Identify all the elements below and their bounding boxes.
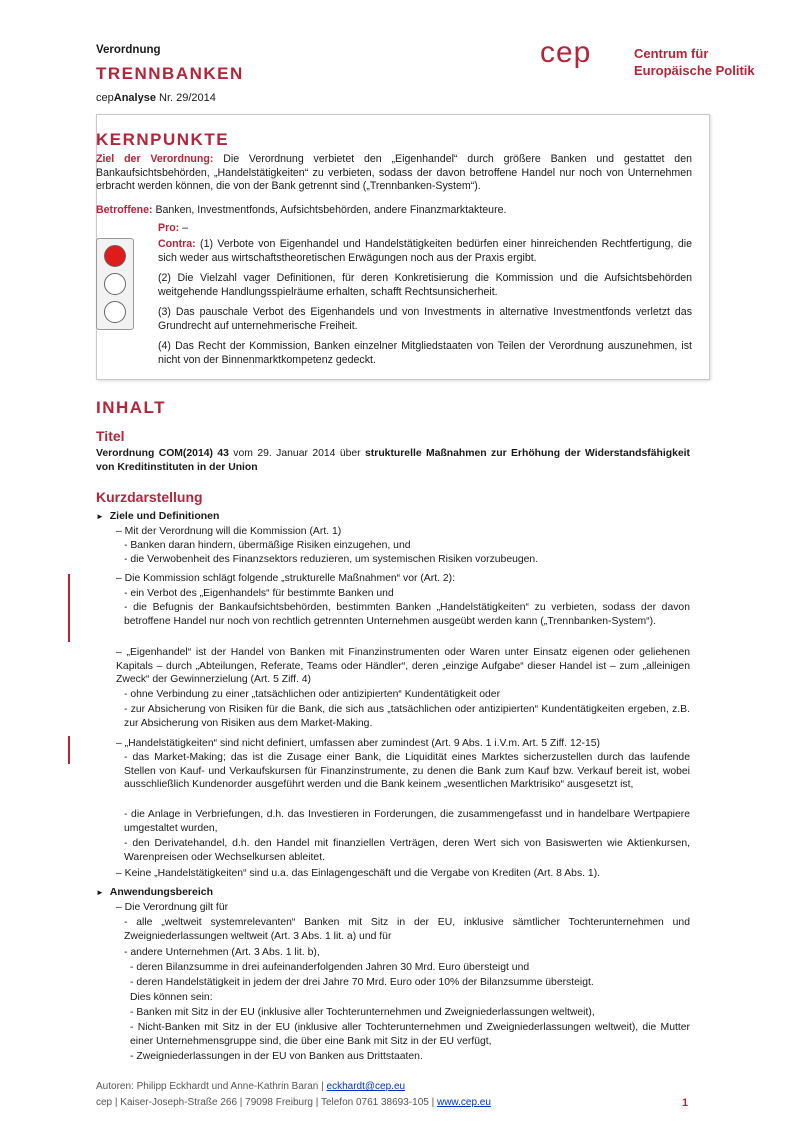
titel-bold2: strukturelle Maßnahmen zur Erhöhung der Widerstandsfähigkeit von Kreditinstituten in der Union bbox=[96, 448, 690, 473]
z2a: - ein Verbot des „Eigenhandels“ für bestimmte Banken und bbox=[124, 588, 394, 599]
org-name bbox=[634, 45, 755, 79]
footer-authors bbox=[96, 1081, 405, 1092]
pro-paragraph bbox=[158, 222, 692, 236]
a1b: - andere Unternehmen (Art. 3 Abs. 1 lit. b), bbox=[124, 947, 320, 958]
org-line2: Europäische Politik bbox=[634, 63, 755, 78]
titel-mid: vom 29. Januar 2014 über bbox=[228, 448, 366, 459]
green-light-icon bbox=[104, 301, 126, 323]
z2b: - die Befugnis der Bankaufsichtsbehörden, bestimmten Banken „Handelstätigkeiten“ zu verbieten, sodass der davon betroffene Handel nur noch von rechtlich getrennten Unternehmen ausgeübt werden kann („Trennbanken-System“). bbox=[124, 602, 690, 627]
ziele-heading bbox=[96, 510, 219, 522]
cep-logo bbox=[540, 36, 591, 70]
betroffene-paragraph bbox=[96, 204, 692, 218]
ziele-heading-text: Ziele und Definitionen bbox=[109, 510, 220, 522]
address-text: cep | Kaiser-Joseph-Straße 266 | 79098 Freiburg | Telefon 0761 38693-105 | bbox=[96, 1097, 437, 1108]
ziel-paragraph bbox=[96, 153, 692, 194]
pro-label: Pro: bbox=[158, 222, 180, 234]
titel-bold1: Verordnung COM(2014) 43 bbox=[96, 448, 229, 459]
z4: – „Handelstätigkeiten“ sind nicht definiert, umfassen aber zumindest (Art. 9 Abs. 1 i.V.m. Art. 5 Ziff. 12-15) bbox=[116, 738, 600, 749]
a1b6: - Zweigniederlassungen in der EU von Banken aus Drittstaaten. bbox=[130, 1051, 423, 1062]
doc-topic: TRENNBANKEN bbox=[96, 64, 244, 83]
anw-heading-text: Anwendungsbereich bbox=[109, 886, 214, 898]
a1b5: - Nicht-Banken mit Sitz in der EU (inklusive aller Tochterunternehmen und Zweigniederlassungen weltweit), die Mutter einer Unternehmensgruppe sind, die über eine Bank mit Sitz in der EU verfügt, bbox=[130, 1022, 690, 1047]
yellow-light-icon bbox=[104, 273, 126, 295]
contra-1 bbox=[158, 238, 692, 265]
pro-text: – bbox=[179, 222, 189, 234]
z1a: - Banken daran hindern, übermäßige Risiken einzugehen, und bbox=[124, 540, 411, 551]
kurz-heading: Kurzdarstellung bbox=[96, 489, 203, 505]
a1: – Die Verordnung gilt für bbox=[116, 902, 229, 913]
contra-label: Contra: bbox=[158, 238, 196, 250]
arrow-icon: ► bbox=[96, 512, 104, 521]
org-line1: Centrum für bbox=[634, 46, 709, 61]
analysis-bold: Analyse bbox=[113, 92, 156, 104]
contra-3: (3) Das pauschale Verbot des Eigenhandels und von Investments in alternative Investmentfonds verletzt das Grundrecht auf unternehmerische Freiheit. bbox=[158, 306, 692, 332]
ziel-text: Die Verordnung verbietet den „Eigenhandel“ durch größere Banken und gestattet den Bankaufsichtsbehörden, „Handelstätigkeiten“ zu verbieten, sodass der davon betroffene Handel nur noch von Unternehmen erbracht werden können, die von der Bank getrennt sind („Trennbanken-System“). bbox=[96, 153, 692, 193]
z4b: - die Anlage in Verbriefungen, d.h. das Investieren in Forderungen, die zusammengefasst und in handelbare Wertpapiere umgestaltet wurden, bbox=[124, 809, 690, 834]
page-number: 1 bbox=[682, 1097, 689, 1109]
betroffene-text: Banken, Investmentfonds, Aufsichtsbehörden, andere Finanzmarktakteure. bbox=[152, 204, 507, 216]
betroffene-label: Betroffene: bbox=[96, 204, 153, 216]
analysis-number bbox=[96, 92, 216, 104]
analysis-prefix: cep bbox=[96, 92, 114, 104]
margin-marker bbox=[68, 736, 70, 764]
anw-heading bbox=[96, 886, 213, 898]
z5: – Keine „Handelstätigkeiten“ sind u.a. das Einlagengeschäft und die Vergabe von Krediten (Art. 8 Abs. 1). bbox=[116, 868, 601, 879]
doc-type: Verordnung bbox=[96, 44, 161, 56]
titel-heading: Titel bbox=[96, 428, 125, 444]
ziel-label: Ziel der Verordnung: bbox=[96, 153, 214, 165]
red-light-icon bbox=[104, 245, 126, 267]
author-email-link[interactable]: eckhardt@cep.eu bbox=[326, 1081, 406, 1092]
logo-mark: cep bbox=[540, 36, 592, 69]
z4c: - den Derivatehandel, d.h. den Handel mit finanziellen Verträgen, deren Wert sich von Basiswerten wie Aktienkursen, Warenpreisen oder Wechselkursen ableitet. bbox=[124, 838, 690, 863]
arrow-icon: ► bbox=[96, 888, 104, 897]
kernpunkte-heading: KERNPUNKTE bbox=[96, 130, 230, 149]
a1b1: - deren Bilanzsumme in drei aufeinanderfolgenden Jahren 30 Mrd. Euro übersteigt und bbox=[130, 962, 530, 973]
z1b: - die Verwobenheit des Finanzsektors reduzieren, um systemischen Risiken vorzubeugen. bbox=[124, 554, 539, 565]
footer-address bbox=[96, 1097, 491, 1108]
traffic-light-icon bbox=[96, 238, 134, 330]
website-link[interactable]: www.cep.eu bbox=[436, 1097, 491, 1108]
authors-text: Autoren: Philipp Eckhardt und Anne-Kathrin Baran | bbox=[96, 1081, 327, 1092]
a1b2: - deren Handelstätigkeit in jedem der drei Jahre 70 Mrd. Euro oder 10% der Bilanzsumme übersteigt. bbox=[130, 977, 594, 988]
z2: – Die Kommission schlägt folgende „strukturelle Maßnahmen“ vor (Art. 2): bbox=[116, 573, 455, 584]
a1a: - alle „weltweit systemrelevanten“ Banken mit Sitz in der EU, inklusive sämtlicher Tochterunternehmen und Zweigniederlassungen weltweit (Art. 3 Abs. 1 lit. a) und für bbox=[124, 917, 690, 942]
z4a: - das Market-Making; das ist die Zusage einer Bank, die Liquidität eines Marktes sicherzustellen durch das laufende Stellen von Kauf- und Verkaufskursen für Finanzinstrumente, zu denen die Bank zum Kauf bzw. Verkauf bereit ist, wobei ausschließlich Kundenorder ausgeführt werden und die Bank keinem „wesentlichen Marktrisiko“ ausgesetzt ist, bbox=[124, 752, 690, 791]
a1b4: - Banken mit Sitz in der EU (inklusive aller Tochterunternehmen und Zweigniederlassungen weltweit), bbox=[130, 1007, 595, 1018]
contra-2: (2) Die Vielzahl vager Definitionen, für deren Konkretisierung die Kommission und die Aufsichtsbehörden weitgehende Handlungsspielräume erhalten, schafft Rechtsunsicherheit. bbox=[158, 272, 692, 298]
inhalt-heading: INHALT bbox=[96, 398, 167, 417]
contra-1-text: (1) Verbote von Eigenhandel und Handelstätigkeiten bedürfen einer hinreichenden Rechtfertigung, die sich weder aus wirtschaftstheoretischen Erwägungen noch aus der Praxis ergibt. bbox=[158, 238, 692, 264]
a1b3: Dies können sein: bbox=[130, 992, 213, 1003]
z3a: - ohne Verbindung zu einer „tatsächlichen oder antizipierten“ Kundentätigkeit oder bbox=[124, 689, 501, 700]
contra-4: (4) Das Recht der Kommission, Banken einzelner Mitgliedstaaten von Teilen der Verordnung auszunehmen, ist nicht von der Binnenmarktkompetenz gedeckt. bbox=[158, 340, 692, 366]
z1: – Mit der Verordnung will die Kommission (Art. 1) bbox=[116, 526, 342, 537]
titel-text bbox=[96, 447, 690, 474]
z3b: - zur Absicherung von Risiken für die Bank, die sich aus „tatsächlichen oder antizipierten“ Kundentätigkeiten ergeben, z.B. zur Absicherung von Risiken aus dem Market-Making. bbox=[124, 704, 690, 729]
z3: – „Eigenhandel“ ist der Handel von Banken mit Finanzinstrumenten oder Waren unter Einsatz eigenen oder geliehenen Kapitals – durch „Abteilungen, Referate, Teams oder Händler“, deren „einzige Aufgabe“ dieser Handel ist – zum „alleinigen Zweck“ der Gewinnerzielung (Art. 5 Ziff. 4) bbox=[116, 647, 690, 686]
analysis-rest: Nr. 29/2014 bbox=[155, 92, 216, 104]
margin-marker bbox=[68, 574, 70, 642]
